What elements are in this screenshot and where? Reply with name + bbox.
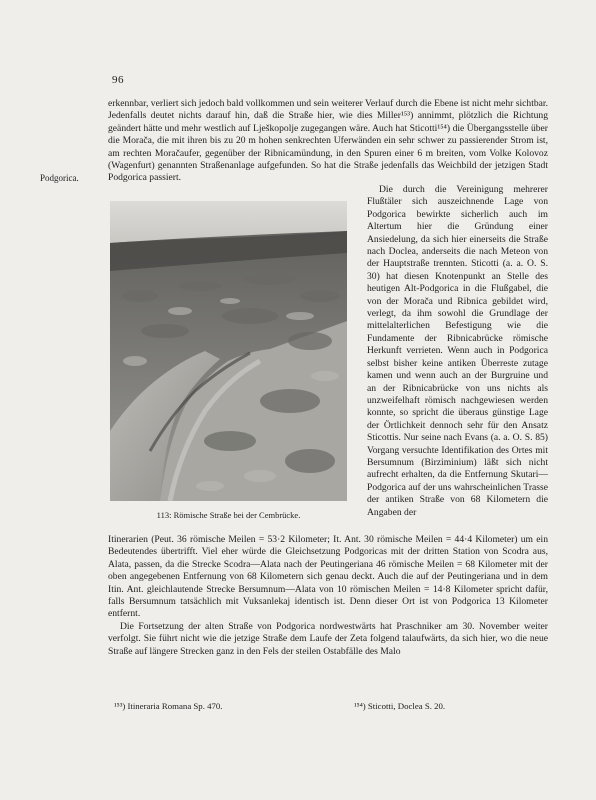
footnote-154: ¹⁵⁴) Sticotti, Doclea S. 20. <box>354 701 446 711</box>
bottom-paragraph-block <box>108 534 548 658</box>
roman-road-photo-illustration <box>110 201 347 501</box>
page-number: 96 <box>112 74 124 86</box>
top-paragraph-block <box>108 98 548 185</box>
top-paragraph: erkennbar, verliert sich jedoch bald vollkommen und sein weiterer Verlauf durch die Ebene ist nicht mehr sichtbar. Jedenfalls deutet nichts darauf hin, daß die Straße hier, wie dies Miller¹⁵³) annimmt, plötzlich die Richtung geändert hätte und mehr westlich auf Lješkopolje zugegangen wäre. Auch hat Sticotti¹⁵⁴) die Übergangsstelle über die Morača, die mit ihren bis zu 20 m hohen senkrechten Uferwänden ein sehr schwer zu passierender Strom ist, am rechten Moračaufer, gegenüber der Ribnicamündung, in den Spuren einer 6 m breiten, vom Volke Kolovoz (Wagenfurt) genannten Straßenanlage aufgefunden. So hat die Straße jedenfalls das Weichbild der jetzigen Stadt Podgorica passiert. <box>108 98 548 184</box>
margin-note: Podgorica. <box>40 173 79 183</box>
bottom-paragraph-2: Die Fortsetzung der alten Straße von Podgorica nordwestwärts hat Praschniker am 30. November weiter verfolgt. Sie führt nicht wie die jetzige Straße dem Laufe der Zeta folgend talaufwärts, da sich hier, wo die neue Straße auf längere Strecken ganz in den Fels der steilen Ostabfälle des Malo <box>108 620 548 657</box>
bottom-paragraph-1: Itinerarien (Peut. 36 römische Meilen = 53·2 Kilometer; It. Ant. 30 römische Meilen = 44·4 Kilometer) um ein Bedeutendes übertrifft. Viel eher würde die Gleichsetzung Podgoricas mit der dritten Station von Scodra aus, Alata, passen, da die Strecke Scodra—Alata nach der Peutingeriana 46 römische Meilen = 68 Kilometer mit der oben angegebenen Entfernung von 68 Kilometern sich genau deckt. Auch die auf der Peutingeriana und in dem Itin. Ant. gleichlautende Strecke Bersumnum—Alata von 10 römischen Meilen = 14·8 Kilometer spricht dafür, falls Bersumnum tatsächlich mit Vuksanlekaj identisch ist. Denn dieser Ort ist von Podgorica 13 Kilometer entfernt. <box>108 534 548 620</box>
right-column-paragraph: Die durch die Vereinigung mehrerer Flußtäler sich auszeichnende Lage von Podgorica bewirkte sicherlich auch im Altertum hier die Gründung einer Ansiedelung, da sich hier einerseits die Straße nach Doclea, anderseits die nach Meteon von der Hauptstraße trennten. Sticotti (a. a. O. S. 30) hat diesen Knotenpunkt an Stelle des heutigen Alt-Podgorica in die Flußgabel, die von der Morača und Ribnica gebildet wird, verlegt, da ihm sowohl die Grundlage der mittelalterlichen Befestigung wie die Fundamente der Ribnicabrücke römische Herkunft verrieten. Wenn auch in Podgorica selbst bisher keine antiken Überreste zutage kamen und wenn auch an der Burgruine und an der Ribnicabrücke von uns nichts als unzweifelhaft römisch nachgewiesen werden konnte, so spricht die überaus günstige Lage der Örtlichkeit dennoch sehr für den Ansatz Sticottis. Nur seine nach Evans (a. a. O. S. 85) Vorgang versuchte Identifikation des Ortes mit Bersumnum (Birziminium) läßt sich nicht aufrecht erhalten, da die Entfernung Skutari—Podgorica auf der uns wahrscheinlichen Trasse der antiken Straße von 68 Kilometern die Angaben der <box>367 184 548 518</box>
right-column-text <box>367 184 548 519</box>
figure-roman-road-photo <box>110 201 347 501</box>
figure-caption: 113: Römische Straße bei der Cembrücke. <box>156 510 301 520</box>
footnote-153: ¹⁵³) Itineraria Romana Sp. 470. <box>114 701 223 711</box>
